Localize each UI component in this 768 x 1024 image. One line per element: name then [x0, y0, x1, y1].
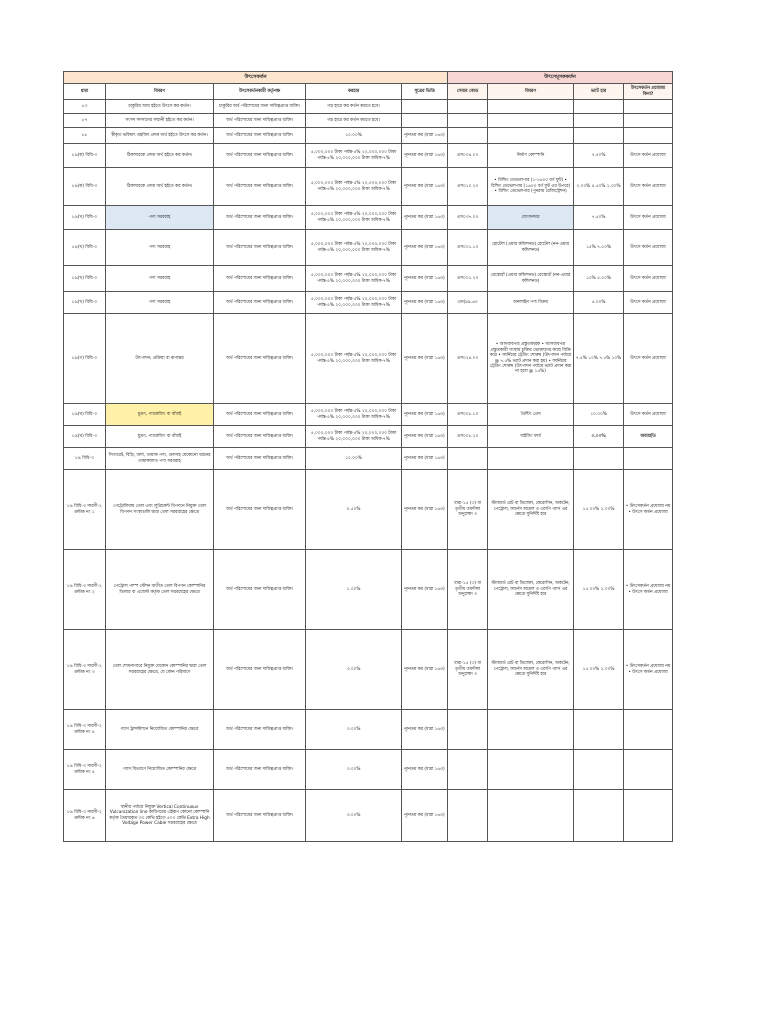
table-row [64, 470, 673, 550]
cell-korhar: ৩.০০% [306, 790, 402, 842]
table-row [64, 790, 673, 842]
cell-bibaran: ঠিকাদারকে প্রদত্ত অর্থ হইতে কর কর্তন। [106, 144, 214, 168]
cell-vat_bibaran: যোগানদার [488, 206, 574, 230]
cell-code [448, 128, 488, 144]
cell-sutro: ন্যূনতম কর (ধারা ১৬৩) [402, 630, 448, 710]
cell-kortripokkho: অর্থ পরিশোধের জন্য দায়িত্বপ্রাপ্ত ব্যক্তি। [214, 790, 306, 842]
cell-sutro: ন্যূনতম কর (ধারা ১৬৩) [402, 168, 448, 206]
cell-vat_bibaran: হোটেল (এয়ার কন্ডিশনড) হোটেল (নন-এয়ার কন্ডিশনড) [488, 230, 574, 266]
cell-sutro: ন্যূনতম কর (ধারা ১৬৩) [402, 550, 448, 630]
cell-dhara: ৮৩ [64, 100, 106, 114]
cell-sutro: ন্যূনতম কর (ধারা ১৬৩) [402, 710, 448, 750]
cell-dhara: ৮৯ বিধি-৩ সারণী-২ ক্রমিক নং ৬ [64, 790, 106, 842]
cell-dhara: ৮৯ বিধি-৩ সারণী-২ ক্রমিক নং ৫ [64, 750, 106, 790]
table-row [64, 100, 673, 114]
table-row [64, 710, 673, 750]
table-row [64, 550, 673, 630]
cell-kortripokkho: অর্থ পরিশোধের জন্য দায়িত্বপ্রাপ্ত ব্যক্তি। [214, 470, 306, 550]
cell-vat_har: ৭.৫০% [574, 144, 624, 168]
cell-kortripokkho: অর্থ পরিশোধের জন্য দায়িত্বপ্রাপ্ত ব্যক্তি। [214, 128, 306, 144]
cell-applicable: উৎসে কর্তন প্রযোজ্য [624, 206, 673, 230]
cell-code [448, 114, 488, 128]
cell-korhar: ৫,০০০,০০০ টাকা পর্যন্ত-৫% ২০,০০০,০০০ টাকা পর্যন্ত-৫% ২০,০০০,০০০ টাকা অধিক-৭% [306, 230, 402, 266]
table-row [64, 206, 673, 230]
cell-vat_bibaran: • বিল্ডিং ডেভেলপার (১-১৬০০ বর্গ ফুট) • বিল্ডিং ডেভেলপার (১৬০০ বর্গ ফুট এর উপরে) • বিল্ডিং ডেভেলপার (পুনরায় রেজিস্ট্রেশন) [488, 168, 574, 206]
cell-dhara: ৮৮ [64, 128, 106, 144]
table-row [64, 404, 673, 426]
cell-applicable: • উৎসেকর্তন প্রযোজ্য নয় • উৎসে কর্তন প্রযোজ্য [624, 550, 673, 630]
cell-vat_bibaran: স্ট্যান্ডার্ড রেট বা ডিজেল, কেরোসিন, অকটেন, পেট্রোল, ফার্নেস অয়েল ও এলপি গ্যাস এর ক্ষেত্রে সুনির্দিষ্ট হার [488, 470, 574, 550]
table-row [64, 630, 673, 710]
cell-bibaran: উৎপাদন, প্রক্রিয়া বা রূপান্তর [106, 314, 214, 404]
cell-applicable: উৎসে কর্তন প্রযোজ্য [624, 314, 673, 404]
cell-kortripokkho: অর্থ পরিশোধের জন্য দায়িত্বপ্রাপ্ত ব্যক্তি। [214, 266, 306, 292]
cell-dhara: ৮৭ [64, 114, 106, 128]
cell-applicable: উৎসে কর্তন প্রযোজ্য [624, 266, 673, 292]
cell-kortripokkho: অর্থ পরিশোধের জন্য দায়িত্বপ্রাপ্ত ব্যক্তি। [214, 630, 306, 710]
cell-dhara: ৮৯ বিধি-৩ সারণী-২ ক্রমিক নং ২ [64, 550, 106, 630]
cell-code: এস০০১.১০ [448, 230, 488, 266]
cell-bibaran: পেট্রোল পাম্প স্টেশন ব্যতীত তেল বিপণন কোম্পানির ডিলার বা এজেন্ট কর্তৃক তেল সরবরাহের ক্ষেত্রে [106, 550, 214, 630]
cell-sutro: ন্যূনতম কর (ধারা ১৬৩) [402, 206, 448, 230]
column-header-vat-bibaran: বিবরণ [488, 84, 574, 100]
cell-vat_bibaran: স্ট্যান্ডার্ড রেট বা ডিজেল, কেরোসিন, অকটেন, পেট্রোল, ফার্নেস অয়েল ও এলপি গ্যাস এর ক্ষেত্রে সুনির্দিষ্ট হার [488, 550, 574, 630]
cell-vat_bibaran [488, 710, 574, 750]
cell-dhara: ৮৯ বিধি-৩ সারণী-২ ক্রমিক নং ১ [64, 470, 106, 550]
cell-applicable [624, 750, 673, 790]
cell-vat_har [574, 114, 624, 128]
cell-code: এস০০৮.১০ [448, 404, 488, 426]
cell-vat_har: ১০% ৫.০০% [574, 266, 624, 292]
cell-kortripokkho: অর্থ পরিশোধের জন্য দায়িত্বপ্রাপ্ত ব্যক্তি। [214, 292, 306, 314]
cell-vat_har [574, 790, 624, 842]
cell-bibaran: পণ্য সরবরাহ [106, 292, 214, 314]
cell-kortripokkho: চাকুরির অর্থ পরিশোধের জন্য দায়িত্বপ্রাপ্ত ব্যক্তি। [214, 100, 306, 114]
cell-dhara: ৮৯ বিধি-৩ [64, 448, 106, 470]
cell-applicable [624, 710, 673, 750]
table-row [64, 750, 673, 790]
cell-bibaran: পণ্য সরবরাহ [106, 206, 214, 230]
cell-vat_har [574, 750, 624, 790]
cell-applicable [624, 448, 673, 470]
cell-code: এস(৯৯.৬০ [448, 292, 488, 314]
cell-vat_har: ১০.০০% [574, 404, 624, 426]
cell-vat_har [574, 100, 624, 114]
cell-sutro: ন্যূনতম কর (ধারা ১৬৩) [402, 750, 448, 790]
cell-code [448, 100, 488, 114]
column-header-vat-har: ভ্যাট হার [574, 84, 624, 100]
cell-applicable: • উৎসেকর্তন প্রযোজ্য নয় • উৎসে কর্তন প্রযোজ্য [624, 630, 673, 710]
cell-bibaran: তেল শোধনাগারে নিযুক্ত যেকোন কোম্পানির দ্বারা তেল সরবরাহের ক্ষেত্রে, যে কোন পরিমাণে [106, 630, 214, 710]
cell-kortripokkho: অর্থ পরিশোধের জন্য দায়িত্বপ্রাপ্ত ব্যক্তি। [214, 750, 306, 790]
cell-korhar: ৩.০০% [306, 750, 402, 790]
column-header-row [64, 84, 673, 100]
cell-vat_bibaran: • আসবাবপত্র প্রস্তুতকারক • আসবাবপত্র প্রস্তুতকারী সংস্থার চুক্তির ভোক্তাদের কাছে বিক্রি করে • ফার্নিচার ট্রেডিং শোরুম (উৎপাদন পর্যায়ে @ ৭.৫% ভ্যাট প্রদান করা হয়) • ফার্নিচার ট্রেডিং শোরুম (উৎপাদন পর্যায়ে ভ্যাট প্রদান করা না হলে @ ১৫%) [488, 314, 574, 404]
column-header-sutro: সূত্রের ভিত্তি [402, 84, 448, 100]
cell-kortripokkho: অর্থ পরিশোধের জন্য দায়িত্বপ্রাপ্ত ব্যক্তি। [214, 206, 306, 230]
cell-sutro: ন্যূনতম কর (ধারা ১৬৩) [402, 144, 448, 168]
cell-vat_har: ৭.৫০% [574, 206, 624, 230]
cell-sutro: ন্যূনতম কর (ধারা ১৬৩) [402, 230, 448, 266]
cell-sutro: ন্যূনতম কর (ধারা ১৬৩) [402, 292, 448, 314]
cell-kortripokkho: অর্থ পরিশোধের জন্য দায়িত্বপ্রাপ্ত ব্যক্তি। [214, 404, 306, 426]
section-deduction: উৎসেকর্তন [64, 72, 448, 84]
table-row [64, 114, 673, 128]
cell-sutro: ন্যূনতম কর (ধারা ১৬৩) [402, 426, 448, 448]
cell-vat_bibaran: স্ট্যান্ডার্ড রেট বা ডিজেল, কেরোসিন, অকটেন, পেট্রোল, ফার্নেস অয়েল ও এলপি গ্যাস এর ক্ষেত্রে সুনির্দিষ্ট হার [488, 630, 574, 710]
cell-sutro: ন্যূনতম কর (ধারা ১৬৩) [402, 404, 448, 426]
cell-sutro: ন্যূনতম কর (ধারা ১৬৩) [402, 314, 448, 404]
cell-korhar: ৫,০০০,০০০ টাকা পর্যন্ত-৫% ২০,০০০,০০০ টাকা পর্যন্ত-৫% ২০,০০০,০০০ টাকা অধিক-৭% [306, 168, 402, 206]
cell-sutro: ন্যূনতম কর (ধারা ১৬৩) [402, 128, 448, 144]
column-header-kortripokkho: উৎসেকর্তনকারী কর্তৃপক্ষ [214, 84, 306, 100]
cell-vat_bibaran: প্রিন্টিং প্রেস [488, 404, 574, 426]
cell-applicable: উৎসে কর্তন প্রযোজ্য [624, 230, 673, 266]
cell-korhar: ৫,০০০,০০০ টাকা পর্যন্ত-৫% ২০,০০০,০০০ টাকা পর্যন্ত-৫% ২০,০০০,০০০ টাকা অধিক-৭% [306, 144, 402, 168]
cell-korhar: ৫,০০০,০০০ টাকা পর্যন্ত-৫% ২০,০০০,০০০ টাকা পর্যন্ত-৫% ২০,০০০,০০০ টাকা অধিক-৭% [306, 426, 402, 448]
cell-vat_har [574, 128, 624, 144]
cell-kortripokkho: অর্থ পরিশোধের জন্য দায়িত্বপ্রাপ্ত ব্যক্তি। [214, 550, 306, 630]
cell-applicable: উৎসে কর্তন প্রযোজ্য [624, 404, 673, 426]
cell-bibaran: পণ্য সরবরাহ [106, 266, 214, 292]
cell-vat_har: ১৫% ৭.৫০% [574, 230, 624, 266]
cell-dhara: ৮৯(ক) বিধি-৩ [64, 144, 106, 168]
cell-code: এস০২৪.০০ [448, 314, 488, 404]
cell-kortripokkho: অর্থ পরিশোধের জন্য দায়িত্বপ্রাপ্ত ব্যক্তি। [214, 168, 306, 206]
cell-applicable [624, 790, 673, 842]
cell-vat_har: ৭.৫% ১০% ৭.৫% ১০% [574, 314, 624, 404]
cell-kortripokkho: অর্থ পরিশোধের জন্য দায়িত্বপ্রাপ্ত ব্যক্তি। [214, 144, 306, 168]
cell-sutro [402, 114, 448, 128]
cell-applicable: অব্যাহতি [624, 426, 673, 448]
cell-dhara: ৮৯(ক) বিধি-৩ [64, 168, 106, 206]
cell-vat_bibaran: বাইন্ডিং ফার্ম [488, 426, 574, 448]
cell-vat_bibaran: অনলাইন পণ্য বিক্রয় [488, 292, 574, 314]
cell-korhar: ৫,০০০,০০০ টাকা পর্যন্ত-৫% ২০,০০০,০০০ টাকা পর্যন্ত-৫% ২০,০০০,০০০ টাকা অধিক-৭% [306, 314, 402, 404]
column-header-applicable: উৎসেকর্তন প্রযোজ্য কিনা? [624, 84, 673, 100]
cell-vat_bibaran [488, 448, 574, 470]
cell-kortripokkho: অর্থ পরিশোধের জন্য দায়িত্বপ্রাপ্ত ব্যক্তি। [214, 448, 306, 470]
column-header-code: সেবার কোড [448, 84, 488, 100]
cell-sutro: ন্যূনতম কর (ধারা ১৬৩) [402, 448, 448, 470]
cell-bibaran: সিগারেট, বিড়ি, জর্দা, তামাক পণ্য, গুলসহ যেকোনো ধরনের তামাকজাত পণ্য সরবরাহ [106, 448, 214, 470]
table-row [64, 314, 673, 404]
section-vat-deduction: উৎসেমূসককর্তন [448, 72, 673, 84]
cell-korhar: ৫,০০০,০০০ টাকা পর্যন্ত-৫% ২০,০০০,০০০ টাকা পর্যন্ত-৫% ২০,০০০,০০০ টাকা অধিক-৭% [306, 404, 402, 426]
cell-sutro: ন্যূনতম কর (ধারা ১৬৩) [402, 266, 448, 292]
table-row [64, 230, 673, 266]
cell-code: ধারা-১৫ (৩) বা তৃতীয় তফসিল অনুচ্ছেদ ৩ [448, 630, 488, 710]
cell-korhar: ১.০০% [306, 550, 402, 630]
cell-korhar: গড় হারে কর কর্তন করতে হবে। [306, 100, 402, 114]
column-header-bibaran: বিবরণ [106, 84, 214, 100]
cell-applicable: • উৎসেকর্তন প্রযোজ্য নয় • উৎসে কর্তন প্রযোজ্য [624, 470, 673, 550]
cell-vat_har: ২.০০% ৪.৫০% ২.০০% [574, 168, 624, 206]
cell-dhara: ৮৯(খ) বিধি-৩ [64, 230, 106, 266]
cell-code: এস০০৪.০০ [448, 144, 488, 168]
cell-korhar: ১০.০০% [306, 128, 402, 144]
tax-deduction-table [63, 71, 673, 842]
cell-dhara: ৮৯(ঘ) বিধি-৩ [64, 404, 106, 426]
section-header-row [64, 72, 673, 84]
cell-dhara: ৮৯(খ) বিধি-৩ [64, 266, 106, 292]
column-header-korhar: করহার [306, 84, 402, 100]
table-row [64, 144, 673, 168]
cell-code: ধারা-১৫ (৩) বা তৃতীয় তফসিল অনুচ্ছেদ ৩ [448, 550, 488, 630]
cell-dhara: ৮৯ বিধি-৩ সারণী-২ ক্রমিক নং ৪ [64, 710, 106, 750]
cell-vat_har: ০.০০% [574, 426, 624, 448]
cell-code [448, 710, 488, 750]
cell-dhara: ৮৯(ঘ) বিধি-৩ [64, 426, 106, 448]
cell-vat_har: ১৫.০০% ২.০০% [574, 630, 624, 710]
cell-applicable [624, 100, 673, 114]
cell-code: এস০০১.২০ [448, 266, 488, 292]
table-row [64, 426, 673, 448]
cell-bibaran: পেট্রোলিয়াম তেল এবং লুব্রিকেন্ট বিপণনে নিযুক্ত তেল বিপণন সংস্থাগুলি দ্বারা তেল সরবরাহের ক্ষেত্রে [106, 470, 214, 550]
cell-korhar: ৫,০০০,০০০ টাকা পর্যন্ত-৫% ২০,০০০,০০০ টাকা পর্যন্ত-৫% ২০,০০০,০০০ টাকা অধিক-৭% [306, 266, 402, 292]
cell-code: এস০৩৭.০০ [448, 206, 488, 230]
cell-bibaran: পণ্য সরবরাহ [106, 230, 214, 266]
cell-code [448, 750, 488, 790]
cell-dhara: ৮৯ বিধি-৩ সারণী-২ ক্রমিক নং ৩ [64, 630, 106, 710]
cell-vat_har: ১৫.০০% ২.০০% [574, 470, 624, 550]
table-row [64, 168, 673, 206]
cell-kortripokkho: অর্থ পরিশোধের জন্য দায়িত্বপ্রাপ্ত ব্যক্তি। [214, 710, 306, 750]
cell-bibaran: চাকুরির আয় হইতে উৎসে কর কর্তন। [106, 100, 214, 114]
cell-vat_bibaran: নির্মাণ কোম্পানি [488, 144, 574, 168]
cell-applicable [624, 114, 673, 128]
cell-code [448, 790, 488, 842]
cell-kortripokkho: অর্থ পরিশোধের জন্য দায়িত্বপ্রাপ্ত ব্যক্তি। [214, 426, 306, 448]
cell-vat_har [574, 448, 624, 470]
cell-vat_har: ৫.০০% [574, 292, 624, 314]
cell-bibaran: ঠিকাদারকে প্রদত্ত অর্থ হইতে কর কর্তন। [106, 168, 214, 206]
cell-kortripokkho: অর্থ পরিশোধের জন্য দায়িত্বপ্রাপ্ত ব্যক্তি। [214, 114, 306, 128]
cell-code: এস০০৮.২০ [448, 426, 488, 448]
cell-applicable: উৎসে কর্তন প্রযোজ্য [624, 144, 673, 168]
cell-korhar: ৫,০০০,০০০ টাকা পর্যন্ত-৫% ২০,০০০,০০০ টাকা পর্যন্ত-৫% ২০,০০০,০০০ টাকা অধিক-৭% [306, 292, 402, 314]
column-header-dhara: ধারা [64, 84, 106, 100]
cell-bibaran: মুদ্রণ, প্যাকেজিং বা বাঁধাই [106, 426, 214, 448]
cell-dhara: ৮৯(খ) বিধি-৩ [64, 206, 106, 230]
cell-bibaran: গ্যাস ট্রান্সমিশনে নিয়োজিত কোম্পানির ক্ষেত্রে [106, 710, 214, 750]
cell-korhar: ৫,০০০,০০০ টাকা পর্যন্ত-৫% ২০,০০০,০০০ টাকা পর্যন্ত-৫% ২০,০০০,০০০ টাকা অধিক-৭% [306, 206, 402, 230]
cell-vat_bibaran [488, 128, 574, 144]
cell-bibaran: স্বীকৃত ভবিষ্যৎ তহবিল প্রদত্ত অর্থ হইতে উৎসে কর কর্তন। [106, 128, 214, 144]
cell-vat_har [574, 710, 624, 750]
cell-kortripokkho: অর্থ পরিশোধের জন্য দায়িত্বপ্রাপ্ত ব্যক্তি। [214, 230, 306, 266]
cell-vat_bibaran [488, 750, 574, 790]
cell-bibaran: স্থানীয় পর্যায়ে নিযুক্ত Vertical Continuous Vulcanization line কারিগরের এইরূপ কোনো কোম্পানি কর্তৃক তৈয়ারকৃত ৩৩ কেভি হইতে ৫০০ কেভি Extra High Voltage Power Cable সরবরাহের ক্ষেত্রে [106, 790, 214, 842]
table-row [64, 448, 673, 470]
cell-dhara: ৮৯(খ) বিধি-৩ [64, 292, 106, 314]
table-row [64, 266, 673, 292]
cell-code: ধারা-১৫ (৩) বা তৃতীয় তফসিল অনুচ্ছেদ ৩ [448, 470, 488, 550]
cell-bibaran: মুদ্রণ, প্যাকেজিং বা বাঁধাই [106, 404, 214, 426]
cell-code: এস০১০.২০ [448, 168, 488, 206]
table-row [64, 128, 673, 144]
cell-bibaran: সংসদ সদস্যদের সম্মানী হইতে কর কর্তন। [106, 114, 214, 128]
cell-sutro: ন্যূনতম কর (ধারা ১৬৩) [402, 470, 448, 550]
cell-sutro: ন্যূনতম কর (ধারা ১৬৩) [402, 790, 448, 842]
cell-korhar: ৩.০০% [306, 710, 402, 750]
cell-korhar: ০.৫০% [306, 470, 402, 550]
cell-applicable: উৎসে কর্তন প্রযোজ্য [624, 168, 673, 206]
cell-applicable [624, 128, 673, 144]
cell-vat_bibaran [488, 100, 574, 114]
cell-korhar: ১০.০০% [306, 448, 402, 470]
cell-vat_bibaran [488, 790, 574, 842]
cell-kortripokkho: অর্থ পরিশোধের জন্য দায়িত্বপ্রাপ্ত ব্যক্তি। [214, 314, 306, 404]
cell-code [448, 448, 488, 470]
cell-dhara: ৮৯(গ) বিধি-৩ [64, 314, 106, 404]
cell-applicable: উৎসে কর্তন প্রযোজ্য [624, 292, 673, 314]
cell-vat_bibaran [488, 114, 574, 128]
cell-bibaran: গ্যাস বিতরণে নিয়োজিত কোম্পানির ক্ষেত্রে [106, 750, 214, 790]
cell-vat_har: ১৫.০০% ২.০০% [574, 550, 624, 630]
table-row [64, 292, 673, 314]
cell-vat_bibaran: রেস্তোরাঁ (এয়ার কন্ডিশনড) রেস্তোরাঁ (নন-এয়ার কন্ডিশনড) [488, 266, 574, 292]
cell-korhar: গড় হারে কর কর্তন করতে হবে। [306, 114, 402, 128]
cell-sutro [402, 100, 448, 114]
cell-korhar: ৩.০০% [306, 630, 402, 710]
